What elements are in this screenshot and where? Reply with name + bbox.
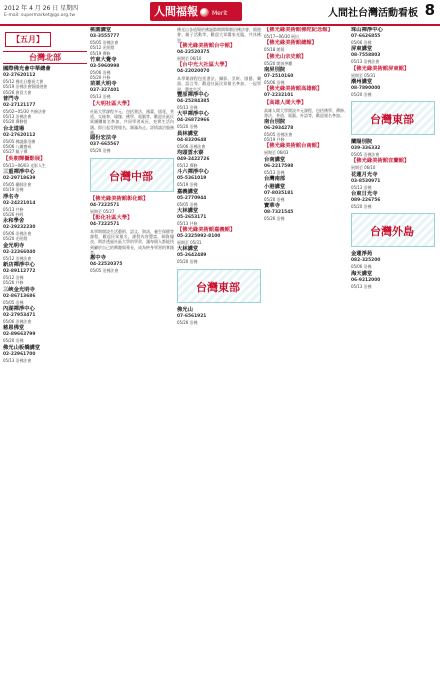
contact-email: E-mail: supermarket@gs.org.tw [4,13,76,18]
venue-name: 南台別院 [264,118,286,125]
venue-phone: 02-89663799 [3,332,36,338]
event-entry [264,67,348,85]
col2-entries-c [90,196,174,228]
event-line: 05/12 光明燈 [90,45,115,51]
event-line: 05/20 浴佛 [177,124,198,130]
col2-entries-d [90,255,174,273]
venue-name: 海天講堂 [351,270,373,277]
event-entry [351,27,437,45]
region-box-central [90,158,174,192]
region-label: 台灣東部 [196,280,240,294]
venue-phone: 089-226756 [351,198,381,204]
venue-phone: 04-7222571 [90,221,120,227]
event-line: 05/06 浴佛 [264,79,285,85]
venue-name: 佛光山 [177,306,193,313]
event-entry [351,66,437,78]
venue-name: 內湖禪淨中心 [3,305,35,312]
event-entry [177,111,261,129]
event-entry [264,157,348,175]
venue-name: 台東日光寺 [351,191,378,198]
venue-name: 花蓮月光寺 [351,171,378,178]
body-text: 本學期開設生活藝術、語文、資訊、養生保健等課程，歡迎民眾報名。課程內容豐富，師資優良，期許透過社區大學的學習，讓每個人都能找到屬於自己的興趣與專長，成為終身學習的實踐者。 [90,228,174,256]
venue-phone: 04-22020070 [177,69,210,75]
event-line: 05/12 浴佛 [3,275,24,281]
event-entry [90,255,174,273]
col3-entries-b [177,92,261,265]
event-entry [264,184,348,202]
venue-name: 【佛光山宗史館】 [264,53,307,60]
venue-name: 永和學舍 [3,218,25,225]
event-entry [351,79,437,97]
event-entry [351,172,437,190]
body-text: 高雄人間大學開設多元課程，包括佛學、禪修、書法、茶道、電腦、外語等，歡迎報名參加。 [264,108,348,119]
event-entry [351,251,437,269]
venue-name: 小港講堂 [264,183,286,190]
event-entry [3,169,87,193]
event-line: 展期至 05/27 [90,208,115,214]
venue-name: 珠山禪淨中心 [351,27,383,33]
venue-phone: 02-86713686 [3,293,36,299]
venue-name: 三重禪淨中心 [3,168,35,175]
event-line: 05/20 共修 [90,75,111,81]
event-entry [264,86,348,99]
event-line: 05/05 藥師法會 [3,181,32,187]
column-3 [177,27,261,679]
event-entry [351,271,437,289]
venue-phone: 037-665567 [90,142,120,148]
event-entry [177,227,261,245]
venue-phone: 082-325200 [351,258,381,264]
event-entry [351,191,437,209]
event-entry [3,262,87,286]
venue-phone: 06-2934278 [264,125,294,131]
event-line: 05/02~05/30 共修法會 [3,108,46,114]
event-line: 05/06 浴佛 [351,40,372,45]
venue-phone: 05-2642489 [177,253,207,259]
event-entry [264,143,348,155]
venue-phone: 07-2510160 [264,73,294,79]
venue-phone: 05-5361019 [177,176,207,182]
event-line: 05/13 浴佛 [351,283,372,289]
logo-chinese: 人間福報 [154,5,198,18]
venue-phone: 08-7321545 [264,210,294,216]
region-box-islands [351,213,435,247]
event-entry [177,189,261,207]
venue-phone: 05-2770944 [177,195,207,201]
venue-name: 員林講堂 [177,130,199,137]
venue-name: 淨名寺 [3,193,19,200]
venue-phone: 06-9212000 [351,277,381,283]
event-entry [264,203,348,221]
venue-phone: 037-327401 [90,88,120,94]
column-5 [351,27,437,679]
event-line: 05/19 浴佛 [177,182,198,188]
venue-name: 屏東講堂 [351,46,373,53]
event-entry [90,101,174,108]
venue-phone: 04-8320648 [177,137,207,143]
venue-name: 國際佛光會中華總會 [3,66,51,72]
event-entry [3,156,87,168]
venue-name: 南屏別院 [264,66,286,73]
venue-name: 【佛光緣美術館台中館】 [177,42,236,49]
venue-phone: 07-2232101 [264,93,294,99]
col5-entries [351,27,437,97]
venue-name: 【佛光緣美術館台南館】 [264,143,323,150]
event-entry [177,307,261,325]
venue-name: 【吳朝輝攝影展】 [3,155,46,162]
event-entry [90,196,174,214]
event-line: 05/20 浴佛 [90,148,111,154]
col5-entries-b [351,139,437,209]
region-label: 台灣外島 [370,225,414,239]
col5-entries-c [351,251,437,289]
venue-name: 【台中光大社區大學】 [177,62,230,69]
venue-phone: 02-22961700 [3,351,36,357]
col4-entries-b [264,119,348,222]
venue-phone: 02-89112772 [3,269,36,275]
venue-name: 大林講堂 [177,207,199,214]
event-entry [3,194,87,218]
venue-phone: 07-6561921 [177,313,207,319]
event-entry [3,218,87,242]
venue-phone: 08-7890000 [351,85,381,91]
event-line: 05/13 浴佛 [177,105,198,111]
body-text: 本學期課程包括書法、攝影、烹飪、園藝、樂器、語言等，歡迎社區民眾報名參加，一起學習，豐富生活。 [177,76,261,92]
venue-name: 普門寺 [3,95,19,102]
section-title: 人間社台灣活動看板 [328,8,418,19]
venue-name: 嘉義講堂 [177,188,199,195]
event-line: 05/20 浴佛 [177,259,198,265]
venue-phone: 03-3555777 [90,34,120,39]
event-line: 05/19 共修 [264,137,285,143]
issue-date: 2012 年 4 月 26 日 星期四 [4,5,79,12]
col3-entries [177,43,261,75]
body-text: 社區大學課程多元，包括書法、國畫、插花、茶道、太極拳、瑜伽、佛學、電腦等，歡迎社區民眾踴躍報名參加，共同學習成長，充實生活內涵。即日起受理報名，額滿為止。詳情請洽服務處。 [90,108,174,135]
venue-name: 豐原禪淨中心 [177,92,209,99]
venue-phone: 02-27121177 [3,102,36,108]
event-line: 05/06 浴佛 [351,264,372,270]
event-entry [177,150,261,168]
venue-name: 苗栗大明寺 [90,81,117,88]
venue-phone: 03-5960998 [90,63,120,69]
venue-name: 【大明社區大學】 [90,100,133,107]
event-entry [264,27,348,39]
venue-name: 【佛光緣美術館總館】 [264,40,317,47]
event-line: 05/05 浴佛 [177,201,198,207]
page-number: 8 [424,1,435,19]
venue-name: 佛光山板橋講堂 [3,344,41,351]
event-line: 05/18 開幕 [264,47,285,53]
event-entry [177,131,261,149]
event-line: 05/26 浴佛 [177,319,198,325]
venue-name: 桃園講堂 [90,27,112,33]
venue-name: 大林講堂 [177,246,199,253]
event-line: 05/13 浴佛法會 [351,59,380,65]
venue-name: 三峽金光明寺 [3,286,35,293]
event-line: 05/26 會員大會 [3,89,32,95]
venue-phone: 02-29232230 [3,225,36,231]
venue-name: 大甲禪淨中心 [177,111,209,118]
event-line: 展期至 06/03 [264,150,289,156]
event-line: 05/13 共修 [177,220,198,226]
venue-phone: 07-8035181 [264,190,294,196]
event-entry [264,119,348,143]
venue-phone: 03-8530971 [351,178,381,184]
event-entry [264,100,348,107]
event-entry [3,66,87,95]
event-line: 05/05 浴佛法會 [90,268,119,274]
venue-phone: 04-25284385 [177,99,210,105]
venue-phone: 04-7222571 [90,202,120,208]
event-entry [351,139,437,157]
col2-entries [90,27,174,108]
venue-name: 【彰化社區大學】 [90,214,133,221]
col3-entries-c [177,307,261,325]
event-line: 展期至 05/31 [351,72,376,78]
column-1 [3,27,87,679]
event-line: 05/19 浴佛 [3,187,24,193]
event-entry [3,287,87,305]
venue-name: 蘭陽別院 [351,139,373,146]
event-line: 05/20 浴佛 [351,91,372,97]
event-line: 05/06 浴佛法會 [3,231,32,237]
venue-name: 金蓮淨苑 [351,251,373,258]
event-entry [90,81,174,99]
venue-name: 【佛光緣美術館高雄館】 [264,86,323,93]
event-line: 05/19 浴佛法會暨園遊會 [3,84,48,90]
venue-phone: 04-22520375 [177,49,210,55]
event-entry [90,57,174,81]
venue-name: 慈恩佛堂 [3,325,25,332]
venue-name: 【高雄人間大學】 [264,100,307,107]
col1-entries [3,66,87,363]
venue-phone: 02-22366040 [3,249,36,255]
event-line: 05/13 浴佛法會 [3,357,32,363]
venue-phone: 039-336332 [351,146,381,152]
logo-english: Merit Times [154,10,228,38]
event-line: 05/06 浴佛法會 [3,318,32,324]
event-line: 展期至 06/10 [351,165,376,171]
venue-name: 金光明寺 [3,242,25,249]
event-line: 05/13 浴佛 [90,94,111,100]
event-entry [90,215,174,228]
venue-phone: 04-22520375 [90,262,123,268]
event-entry [3,325,87,343]
event-entry [177,246,261,264]
event-entry [177,169,261,187]
col2-entries-b [90,135,174,153]
event-line: 05/12 佛光日慶祝大會 [3,79,44,84]
event-line: 05/20 浴佛 [3,338,24,344]
event-line: 05/19 禪修 [90,50,111,56]
event-entry [3,96,87,125]
event-line: 05/11~06/03 光影人生 [3,162,46,168]
event-entry [351,158,437,170]
column-2 [90,27,174,679]
venue-phone: 049-2422726 [177,156,210,162]
event-line: 05/20 浴佛 [351,204,372,210]
event-line: 05/17~06/30 展出 [264,34,299,39]
globe-icon [200,8,209,17]
event-line: 展期至 05/31 [177,240,202,246]
venue-name: 惠中寺 [90,255,106,262]
venue-phone: 05-2325992-8100 [177,234,221,240]
event-line: 05/13 浴佛 [264,169,285,175]
event-line: 05/05 浴佛 [3,299,24,305]
venue-phone: 04-26872966 [177,118,210,124]
region-label: 台灣東部 [370,113,414,127]
event-entry [3,306,87,324]
venue-name: 竹東大覺寺 [90,56,117,63]
event-line: 05/12 禪修 [177,162,198,168]
venue-phone: 02-27953471 [3,312,36,318]
event-line: 05/13 浴佛 [351,184,372,190]
region-box-east [177,269,261,303]
event-entry [177,92,261,110]
event-entry [90,135,174,153]
event-line: 05/05 浴佛法會 [351,152,380,158]
event-line: 05/26 浴佛 [264,216,285,222]
event-entry [177,208,261,226]
region-banner-north: 台灣北部 [3,51,87,64]
event-line: 05/05 浴佛法會 [264,131,293,137]
venue-name: 【佛光緣美術館嘉義館】 [177,227,236,234]
venue-phone: 05-2653171 [177,214,207,220]
event-line: 05/13 共修 [3,206,24,212]
venue-name: 台南講堂 [264,156,286,163]
event-line: 05/26 共修 [3,280,24,286]
venue-name: 【佛光緣美術館佛陀紀念館】 [264,27,333,33]
venue-name: 【佛光緣美術館彰化館】 [90,195,149,202]
event-line: 05/06 浴佛 [90,69,111,75]
col4-entries [264,27,348,107]
venue-name: 台北道場 [3,125,25,132]
event-line: 05/06 八關齋戒 [3,144,32,150]
venue-name: 【佛光緣美術館宜蘭館】 [351,158,410,165]
venue-phone: 06-2217598 [264,163,294,169]
region-box-east [351,101,435,135]
event-entry [3,126,87,155]
venue-name: 潮州講堂 [351,78,373,85]
event-line: 05/20 開放參觀 [264,60,293,66]
month-tab: 【五月】 [5,32,51,47]
venue-phone: 07-6626855 [351,34,381,39]
event-entry [90,27,174,56]
event-line: 05/26 抄經 [3,211,24,217]
event-entry [351,46,437,64]
venue-name: 均頭雲水寮 [177,149,204,156]
event-line: 05/05 佛誕節浴佛 [3,138,36,144]
event-entry [177,62,261,75]
venue-name: 【佛光緣美術館屏東館】 [351,65,410,72]
event-entry [3,243,87,261]
column-4 [264,27,348,679]
event-line: 05/05 浴佛法會 [90,40,119,45]
event-line: 05/06 浴佛法會 [177,143,206,149]
event-line: 05/12 浴佛法會 [3,255,32,261]
venue-name: 新店禪淨中心 [3,262,35,269]
venue-name: 頭份宏法寺 [90,135,117,142]
venue-name: 寶華寺 [264,203,280,210]
venue-name: 斗六禪淨中心 [177,169,209,176]
venue-phone: 02-27620112 [3,73,36,78]
event-entry [264,54,348,66]
body-text: 佛光山各道場於佛誕節期間舉辦浴佛法會、園遊會、親子活動等，歡迎大眾闔家光臨，共沐佛恩。 [177,27,261,43]
region-label: 台灣中部 [109,169,153,183]
event-entry [177,43,261,61]
event-line: 05/20 浴佛 [264,196,285,202]
event-entry [264,40,348,52]
venue-phone: 08-7558803 [351,53,381,59]
event-line: 05/13 浴佛法會 [3,114,32,120]
event-line: 05/27 親子禪 [3,149,28,155]
venue-phone: 02-27620112 [3,132,36,138]
venue-phone: 02-29718639 [3,175,36,181]
event-line: 05/20 光明燈 [3,236,28,242]
event-entry [3,345,87,363]
venue-name: 台灣南部 [264,175,286,182]
event-line: 展期至 06/10 [177,55,202,61]
venue-phone: 02-24221014 [3,200,36,206]
event-entry [264,176,348,183]
event-line: 05/20 禪修營 [3,119,28,125]
